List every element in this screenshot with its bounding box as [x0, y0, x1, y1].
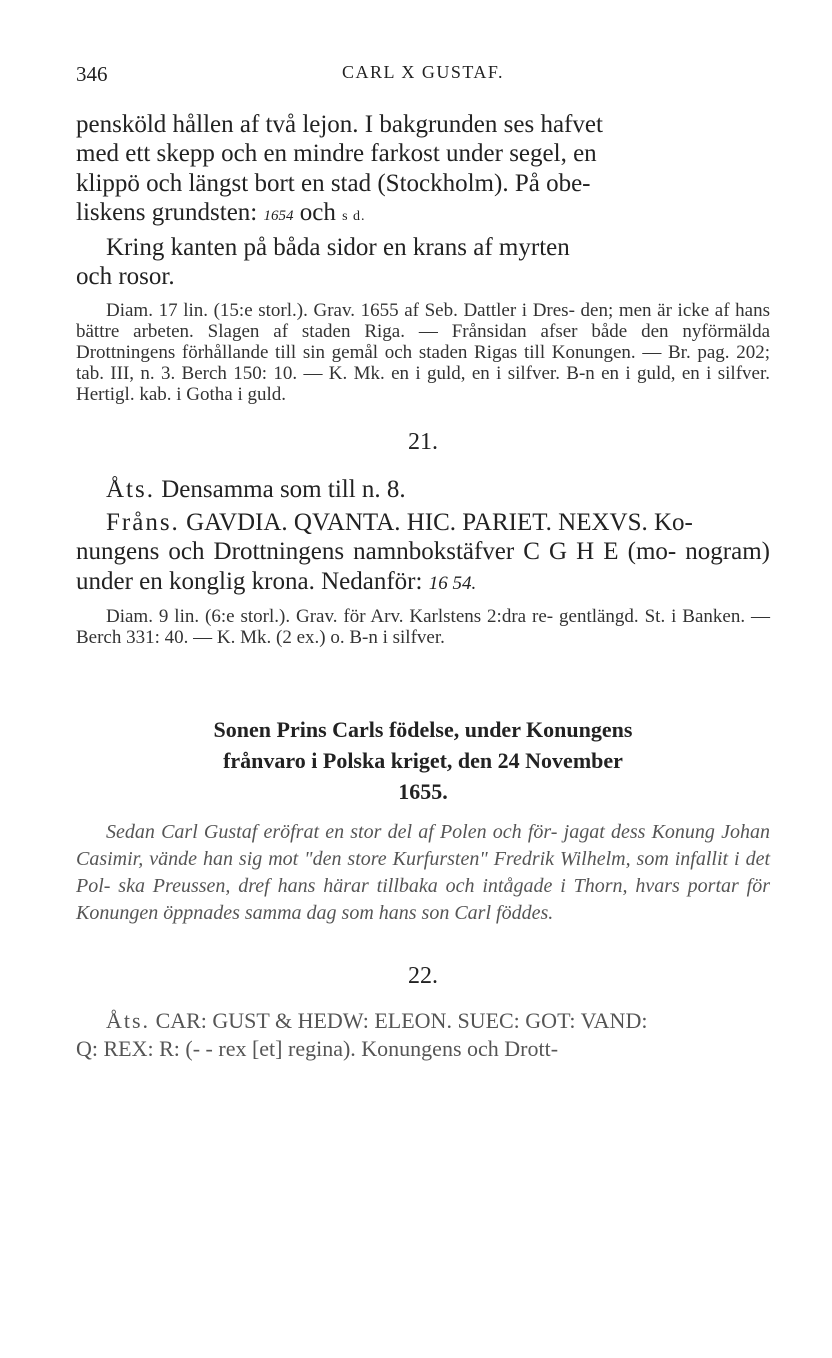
- entry-20-line-3: klippö och längst bort en stad (Stockholm). På obe-: [76, 169, 591, 197]
- entry-21-note: Diam. 9 lin. (6:e storl.). Grav. för Arv. Karlstens 2:dra re- gentlängd. St. i Banken. — Berch 331: 40. — K. Mk. (2 ex.) o. B-n i silfver.: [76, 605, 770, 648]
- section-title-line-2: frånvaro i Polska kriget, den 24 November: [223, 747, 623, 773]
- section-title-line-3: 1655.: [398, 778, 448, 804]
- entry-20-kring-line-2: och rosor.: [76, 263, 175, 291]
- entry-21-frans-date: 16 54.: [428, 572, 477, 594]
- entry-22-ats-label: Åts.: [106, 1007, 151, 1033]
- obelisk-year: 1654: [263, 207, 294, 224]
- entry-21-frans-rest: [76, 537, 770, 598]
- section-intro: Sedan Carl Gustaf eröfrat en stor del af Polen och för- jagat dess Konung Johan Casimir, vände han sig mot "den store Kurfursten" Fredrik Wilhelm, som infallit i det Pol- ska Preussen, dref hans härar tillbaka och intågade i Thorn, hvars portar för Konungen öppnades samma dag som hans son Carl föddes.: [76, 820, 770, 924]
- section-birth-prince-carl: [76, 714, 770, 927]
- entry-20-kring-line-1: Kring kanten på båda sidor en krans af myrten: [106, 234, 570, 262]
- entry-20-note: Diam. 17 lin. (15:e storl.). Grav. 1655 af Seb. Dattler i Dres- den; men är icke af hans bättre arbeten. Slagen af staden Riga. — Frånsidan afser både den nyförmälda Drottningens förhållande till sin gemål och staden Rigas till Konungen. — Br. pag. 202; tab. III, n. 3. Berch 150: 10. — K. Mk. en i guld, en i silfver. B-n en i guld, en i silfver. Hertigl. kab. i Gotha i guld.: [76, 299, 770, 405]
- entry-22: [76, 1007, 770, 1063]
- page-number: 346: [76, 62, 108, 86]
- entry-21-ats-label: Åts.: [106, 475, 155, 503]
- entry-21-ats-text: Densamma som till n. 8.: [154, 475, 406, 503]
- obelisk-sd: s d.: [342, 208, 366, 224]
- section-title-line-1: Sonen Prins Carls födelse, under Konungens: [213, 716, 633, 742]
- page-body: [76, 110, 770, 1063]
- entry-21-frans-line-1: [76, 508, 770, 537]
- entry-21: [76, 475, 770, 648]
- entry-20-line-4: [76, 198, 770, 231]
- entry-22-ats-line-1: [76, 1007, 770, 1035]
- entry-21-ats: [76, 475, 770, 504]
- running-title: CARL X GUSTAF.: [342, 62, 504, 82]
- entry-22-ats-text: CAR: GUST & HEDW: ELEON. SUEC: GOT: VAND:: [150, 1007, 648, 1033]
- obelisk-text: liskens grundsten:: [76, 198, 264, 226]
- entry-20-line-2: med ett skepp och en mindre farkost under segel, en: [76, 140, 597, 168]
- entry-20-line-1: pensköld hållen af två lejon. I bakgrunden ses hafvet: [76, 111, 603, 138]
- entry-22-ats-line-2: Q: REX: R: (- - rex [et] regina). Konungens och Drott-: [76, 1035, 559, 1061]
- entry-22-number: 22.: [408, 962, 438, 989]
- page-header: [76, 62, 770, 92]
- obelisk-och: och: [293, 198, 343, 226]
- entry-21-frans-rest-text: nungens och Drottningens namnbokstäfver C G H E (mo- nogram) under en konglig krona. Nedanför:: [76, 538, 770, 595]
- entry-21-frans-text: GAVDIA. QVANTA. HIC. PARIET. NEXVS. Ko-: [179, 509, 693, 537]
- entry-20-continuation: [76, 110, 770, 405]
- entry-21-number: 21.: [408, 428, 438, 455]
- entry-21-frans-label: Fråns.: [106, 509, 180, 537]
